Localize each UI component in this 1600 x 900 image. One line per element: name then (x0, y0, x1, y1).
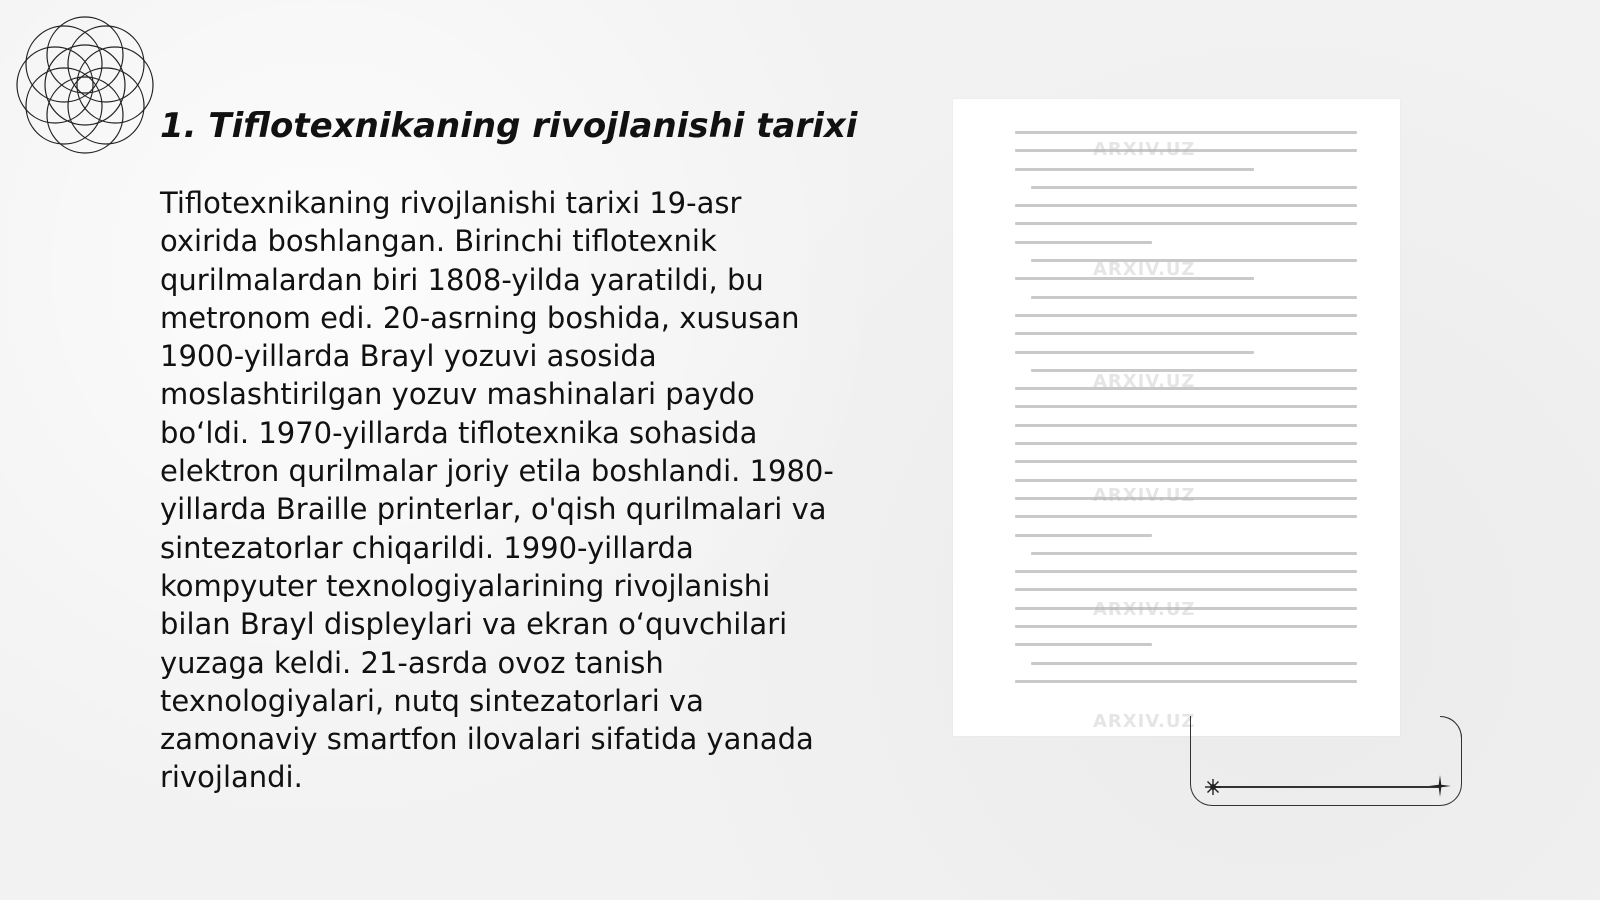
decorative-line (1213, 786, 1439, 788)
four-point-star-icon (1428, 774, 1452, 798)
watermark-text: ARXIV.UZ (1093, 259, 1196, 280)
overlapping-circles-icon (10, 10, 160, 160)
slide-body-text: Tiflotexnikaning rivojlanishi tarixi 19-asr oxirida boshlangan. Birinchi tiflotexnik qurilmalardan biri 1808-yilda yaratildi, bu metronom edi. 20-asrning boshida, xususan 1900-yillarda Brayl yozuvi asosida moslashtirilgan yozuv mashinalari paydo bo‘ldi. 1970-yillarda tiflotexnika sohasida elektron qurilmalar joriy etila boshlandi. 1980-yillarda Braille printerlar, o'qish qurilmalari va sintezatorlar chiqarildi. 1990-yillarda kompyuter texnologiyalarining rivojlanishi bilan Brayl displeylari va ekran o‘quvchilari yuzaga keldi. 21-asrda ovoz tanish texnologiyalari, nutq sintezatorlari va zamonaviy smartfon ilovalari sifatida yanada rivojlandi. (160, 186, 834, 795)
slide-title: 1. Tiflotexnikaning rivojlanishi tarixi (160, 106, 858, 146)
watermark-text: ARXIV.UZ (1093, 139, 1196, 160)
watermark-text: ARXIV.UZ (1093, 485, 1196, 506)
decorative-frame (1190, 716, 1462, 806)
watermark-text: ARXIV.UZ (1093, 599, 1196, 620)
document-page-image (953, 99, 1400, 736)
watermark-text: ARXIV.UZ (1093, 711, 1196, 732)
sparkle-icon (1204, 778, 1222, 796)
watermark-text: ARXIV.UZ (1093, 371, 1196, 392)
